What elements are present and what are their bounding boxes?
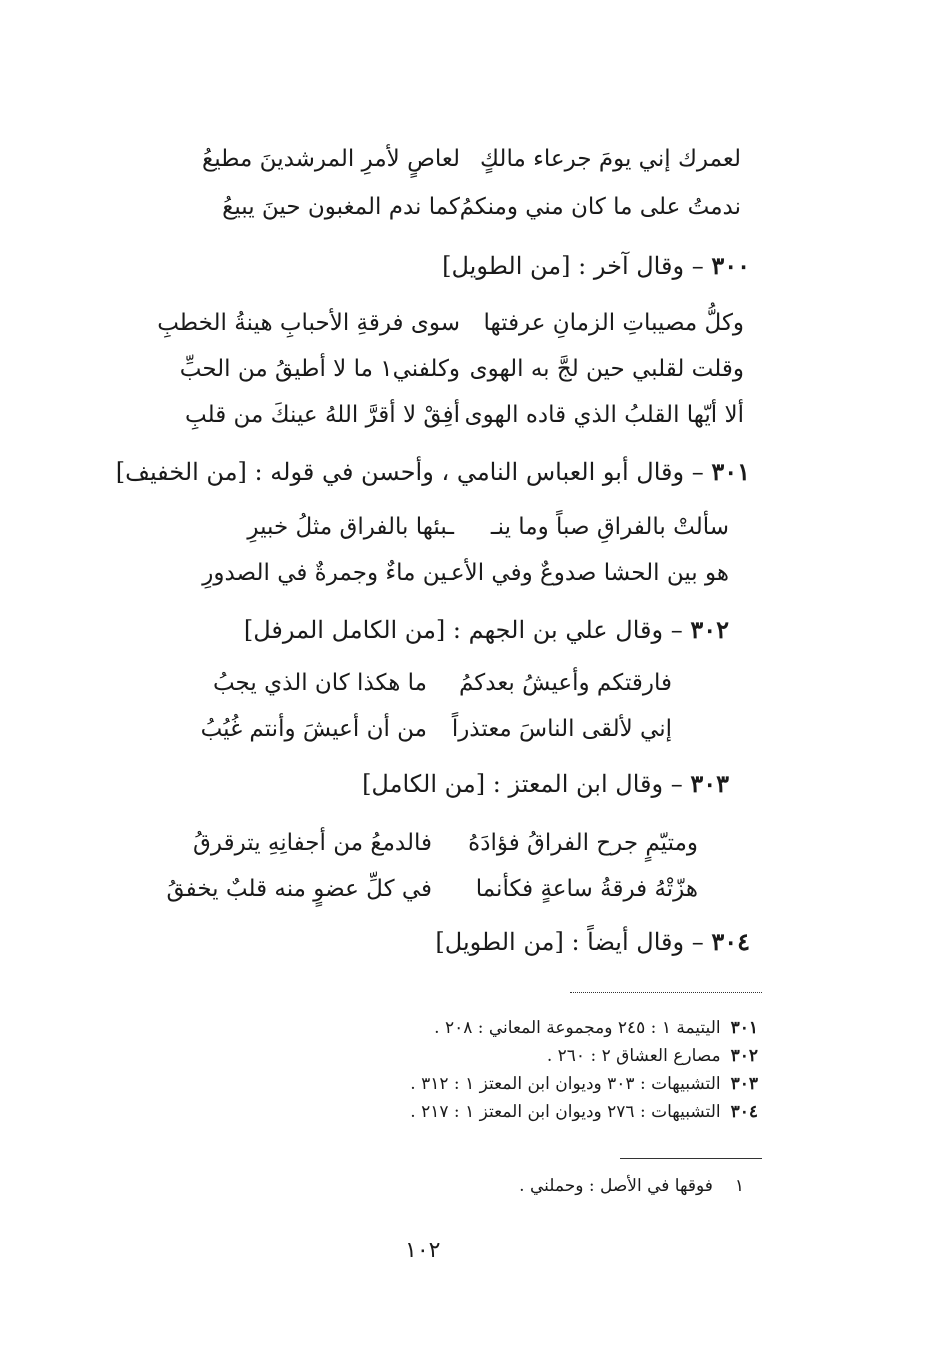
verse-left-hemistich: فالدمعُ من أجفانِهِ يترقرقُ xyxy=(193,830,432,856)
verse-right-hemistich: وكلُّ مصيباتِ الزمانِ عرفتها xyxy=(483,310,744,336)
source-note xyxy=(547,1044,758,1068)
verse-left-hemistich: في كلِّ عضوٍ منه قلبٌ يخفقُ xyxy=(166,876,432,902)
footnote xyxy=(519,1174,744,1198)
verse-right-hemistich: ألا أيّها القلبُ الذي قاده الهوى xyxy=(464,402,744,428)
heading-text: – وقال علي بن الجهم : [من الكامل المرفل] xyxy=(243,616,691,644)
poem-heading xyxy=(435,926,750,958)
source-number: ٣٠١ xyxy=(730,1018,758,1038)
footnote-separator xyxy=(620,1158,762,1159)
heading-text: – وقال أيضاً : [من الطويل] xyxy=(435,928,712,956)
verse-left-hemistich: لعاصٍ لأمرِ المرشدينَ مطيعُ xyxy=(202,146,460,172)
verse-right-hemistich: إني لألقى الناسَ معتذراً xyxy=(451,716,672,742)
verse-line xyxy=(0,874,944,908)
source-note xyxy=(434,1016,758,1040)
source-text: التشبيهات : ٣٠٣ وديوان ابن المعتز ١ : ٣١٢ . xyxy=(410,1074,721,1094)
poem-heading xyxy=(442,250,750,282)
verse-left-hemistich: ـبئها بالفراق مثلُ خبيرِ xyxy=(247,514,454,540)
poem-heading xyxy=(116,456,750,488)
heading-number: ٣٠٣ xyxy=(690,769,729,798)
verse-left-hemistich: أفِقْ لا أقرَّ اللهُ عينكَ من قلبِ xyxy=(185,402,460,428)
verse-line xyxy=(0,512,944,546)
verse-line xyxy=(0,144,944,178)
source-text: التشبيهات : ٢٧٦ وديوان ابن المعتز ١ : ٢١٧ . xyxy=(410,1102,721,1122)
source-note xyxy=(410,1072,758,1096)
verse-line xyxy=(0,192,944,226)
verse-left-hemistich: سوى فرقةِ الأحبابِ هينةُ الخطبِ xyxy=(157,310,460,336)
verse-right-hemistich: ومتيّمٍ جرح الفراقُ فؤادَهُ xyxy=(468,830,698,856)
poem-heading xyxy=(362,768,729,800)
source-text: اليتيمة ١ : ٢٤٥ ومجموعة المعاني : ٢٠٨ . xyxy=(434,1018,721,1038)
footnote-number: ١ xyxy=(734,1176,744,1196)
source-number: ٣٠٢ xyxy=(730,1046,758,1066)
page-number: ١٠٢ xyxy=(405,1238,441,1263)
verse-right-hemistich: لعمرك إني يومَ جرعاء مالكٍ xyxy=(480,146,741,172)
heading-text: – وقال ابن المعتز : [من الكامل] xyxy=(362,770,691,798)
heading-number: ٣٠١ xyxy=(711,457,750,486)
verse-right-hemistich: ندمتُ على ما كان مني ومنكمُ xyxy=(459,194,741,220)
verse-left-hemistich: من أن أعيشَ وأنتم غُيُبُ xyxy=(200,716,427,742)
verse-line xyxy=(0,400,944,434)
verse-line xyxy=(0,668,944,702)
heading-text: – وقال آخر : [من الطويل] xyxy=(442,252,712,280)
verse-right-hemistich: فارقتكم وأعيشُ بعدكمُ xyxy=(459,670,672,696)
verse-right-hemistich: وقلت لقلبي حين لجَّ به الهوى xyxy=(469,356,744,382)
verse-left-hemistich: وكلفني١ ما لا أطيقُ من الحبِّ xyxy=(179,356,460,382)
footnote-text: فوقها في الأصل : وحملني . xyxy=(519,1176,713,1196)
sources-separator xyxy=(570,992,762,993)
verse-line xyxy=(0,828,944,862)
verse-line xyxy=(0,558,944,592)
verse-left-hemistich: ما هكذا كان الذي يجبُ xyxy=(212,670,427,696)
poem-heading xyxy=(244,614,729,646)
source-note xyxy=(410,1100,758,1124)
verse-line xyxy=(0,714,944,748)
verse-right-hemistich: سألتْ بالفراقِ صباً وما ينـ xyxy=(490,514,729,540)
source-text: مصارع العشاق ٢ : ٢٦٠ . xyxy=(546,1046,721,1066)
verse-right-hemistich: هو بين الحشا صدوعٌ وفي الأعـ xyxy=(444,560,729,586)
heading-number: ٣٠٤ xyxy=(711,927,750,956)
source-number: ٣٠٤ xyxy=(730,1102,758,1122)
source-number: ٣٠٣ xyxy=(730,1074,758,1094)
heading-number: ٣٠٠ xyxy=(711,251,750,280)
heading-number: ٣٠٢ xyxy=(690,615,729,644)
heading-text: – وقال أبو العباس النامي ، وأحسن في قوله : [من الخفيف] xyxy=(115,458,712,486)
verse-line xyxy=(0,354,944,388)
verse-left-hemistich: ـين ماءٌ وجمرةٌ في الصدورِ xyxy=(202,560,454,586)
verse-left-hemistich: كما ندم المغبون حينَ يبيعُ xyxy=(222,194,460,220)
verse-right-hemistich: هزّتْهُ فرقةُ ساعةٍ فكأنما xyxy=(475,876,698,902)
verse-line xyxy=(0,308,944,342)
